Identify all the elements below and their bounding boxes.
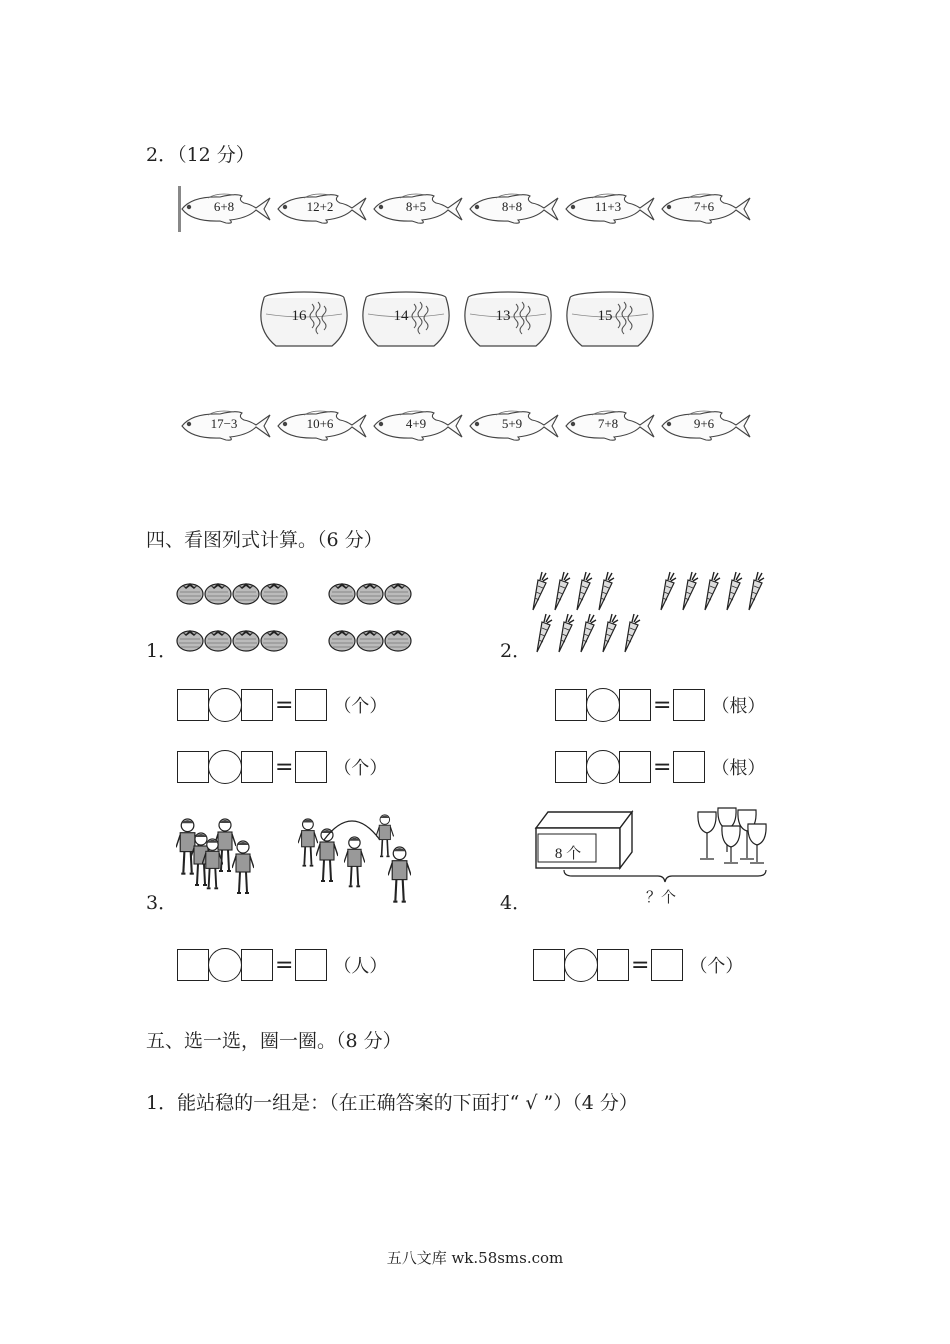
equation-1b xyxy=(177,749,387,785)
carrot-icon xyxy=(700,570,722,616)
carrot-icon xyxy=(576,612,598,658)
fish-card[interactable] xyxy=(562,409,656,443)
tomato-icon xyxy=(384,625,412,657)
carrot-icon xyxy=(744,570,766,616)
answer-box[interactable] xyxy=(597,949,629,981)
fishbowl-number: 15 xyxy=(597,308,613,324)
cup-box-illustration xyxy=(534,810,634,874)
tomato-icon xyxy=(356,625,384,657)
answer-box[interactable] xyxy=(555,689,587,721)
fish-card[interactable] xyxy=(274,409,368,443)
brace xyxy=(562,868,768,888)
tomato-icon xyxy=(260,578,288,610)
tomato-icon xyxy=(176,625,204,657)
fish-expression: 10+6 xyxy=(306,416,334,431)
carrot-icon xyxy=(722,570,744,616)
carrot-icon xyxy=(678,570,700,616)
equals-sign: = xyxy=(275,692,294,718)
tomato-icon xyxy=(232,578,260,610)
answer-box[interactable] xyxy=(555,751,587,783)
carrot-icon xyxy=(528,570,550,616)
fishbowl-number: 16 xyxy=(291,308,307,324)
answer-box[interactable] xyxy=(295,689,327,721)
tomato-icon xyxy=(260,625,288,657)
fishbowl[interactable] xyxy=(462,288,554,352)
equals-sign: = xyxy=(275,754,294,780)
carrot-icon xyxy=(554,612,576,658)
answer-box[interactable] xyxy=(241,751,273,783)
carrot-icon xyxy=(572,570,594,616)
equation-3 xyxy=(177,947,387,983)
problem1-number: 1． xyxy=(146,640,178,662)
fish-card[interactable] xyxy=(658,192,752,226)
fishbowl[interactable] xyxy=(360,288,452,352)
fish-expression: 7+8 xyxy=(597,416,619,431)
fishbowl-number: 14 xyxy=(393,308,409,324)
unit-label: （根） xyxy=(711,696,766,717)
operator-circle[interactable] xyxy=(208,750,242,784)
unit-label: （个） xyxy=(333,696,388,717)
carrot-icon xyxy=(550,570,572,616)
equals-sign: = xyxy=(653,754,672,780)
jump-rope-icon xyxy=(322,812,382,846)
q2-heading: 2．（12 分） xyxy=(146,144,255,166)
unit-label: （根） xyxy=(711,758,766,779)
fish-expression: 8+5 xyxy=(405,199,427,214)
equation-2b xyxy=(555,749,765,785)
operator-circle[interactable] xyxy=(564,948,598,982)
fish-expression: 8+8 xyxy=(501,199,523,214)
tomato-icon xyxy=(204,625,232,657)
answer-box[interactable] xyxy=(619,751,651,783)
fishbowl-number: 13 xyxy=(495,308,511,324)
answer-box[interactable] xyxy=(673,751,705,783)
carrot-icon xyxy=(656,570,678,616)
equals-sign: = xyxy=(631,952,650,978)
wine-glasses xyxy=(694,806,770,872)
problem3-number: 3． xyxy=(146,892,178,914)
section5-question1: 1．能站稳的一组是：（在正确答案的下面打“ √ ”）（4 分） xyxy=(146,1092,638,1114)
carrot-icon xyxy=(532,612,554,658)
child-icon xyxy=(388,846,411,909)
unit-label: （个） xyxy=(333,758,388,779)
tomato-icon xyxy=(328,578,356,610)
answer-box[interactable] xyxy=(241,689,273,721)
carrot-icon xyxy=(620,612,642,658)
child-icon xyxy=(298,818,318,872)
fish-card[interactable] xyxy=(658,409,752,443)
tomato-icon xyxy=(204,578,232,610)
operator-circle[interactable] xyxy=(586,750,620,784)
answer-box[interactable] xyxy=(673,689,705,721)
fish-card[interactable] xyxy=(178,409,272,443)
answer-box[interactable] xyxy=(177,949,209,981)
fish-expression: 4+9 xyxy=(405,416,427,431)
fish-card[interactable] xyxy=(466,409,560,443)
fish-expression: 11+3 xyxy=(594,199,622,214)
unit-label: （个） xyxy=(689,956,744,977)
fish-card[interactable] xyxy=(178,192,272,226)
operator-circle[interactable] xyxy=(208,948,242,982)
fish-card[interactable] xyxy=(466,192,560,226)
fish-card[interactable] xyxy=(370,409,464,443)
answer-box[interactable] xyxy=(241,949,273,981)
answer-box[interactable] xyxy=(177,751,209,783)
tomato-icon xyxy=(328,625,356,657)
unit-label: （人） xyxy=(333,956,388,977)
answer-box[interactable] xyxy=(533,949,565,981)
operator-circle[interactable] xyxy=(208,688,242,722)
child-icon xyxy=(232,840,254,900)
carrot-icon xyxy=(594,570,616,616)
tomato-icon xyxy=(232,625,260,657)
section5-title: 五、选一选，圈一圈。（8 分） xyxy=(146,1030,402,1052)
fishbowl[interactable] xyxy=(258,288,350,352)
section4-title: 四、看图列式计算。（6 分） xyxy=(146,529,383,551)
equation-2a xyxy=(555,687,765,723)
fish-expression: 9+6 xyxy=(693,416,715,431)
answer-box[interactable] xyxy=(619,689,651,721)
carrot-icon xyxy=(598,612,620,658)
tomato-icon xyxy=(356,578,384,610)
equation-4 xyxy=(533,947,743,983)
child-icon xyxy=(202,838,223,895)
fish-card[interactable] xyxy=(274,192,368,226)
box-label: 8 个 xyxy=(554,846,582,862)
tomato-icon xyxy=(384,578,412,610)
answer-box[interactable] xyxy=(177,689,209,721)
footer-watermark: 五八文库 wk.58sms.com xyxy=(386,1249,564,1267)
fish-expression: 6+8 xyxy=(213,199,235,214)
problem4-number: 4． xyxy=(500,892,532,914)
fish-expression: 17−3 xyxy=(210,416,238,431)
answer-box[interactable] xyxy=(295,751,327,783)
fish-expression: 5+9 xyxy=(501,416,523,431)
equation-1a xyxy=(177,687,387,723)
fish-card[interactable] xyxy=(370,192,464,226)
fishbowl[interactable] xyxy=(564,288,656,352)
fish-expression: 7+6 xyxy=(693,199,715,214)
equals-sign: = xyxy=(653,692,672,718)
fish-expression: 12+2 xyxy=(306,199,334,214)
equals-sign: = xyxy=(275,952,294,978)
answer-box[interactable] xyxy=(651,949,683,981)
tomato-icon xyxy=(176,578,204,610)
answer-box[interactable] xyxy=(295,949,327,981)
fish-card[interactable] xyxy=(562,192,656,226)
brace-label: ？个 xyxy=(646,888,677,906)
problem2-number: 2． xyxy=(500,640,532,662)
operator-circle[interactable] xyxy=(586,688,620,722)
